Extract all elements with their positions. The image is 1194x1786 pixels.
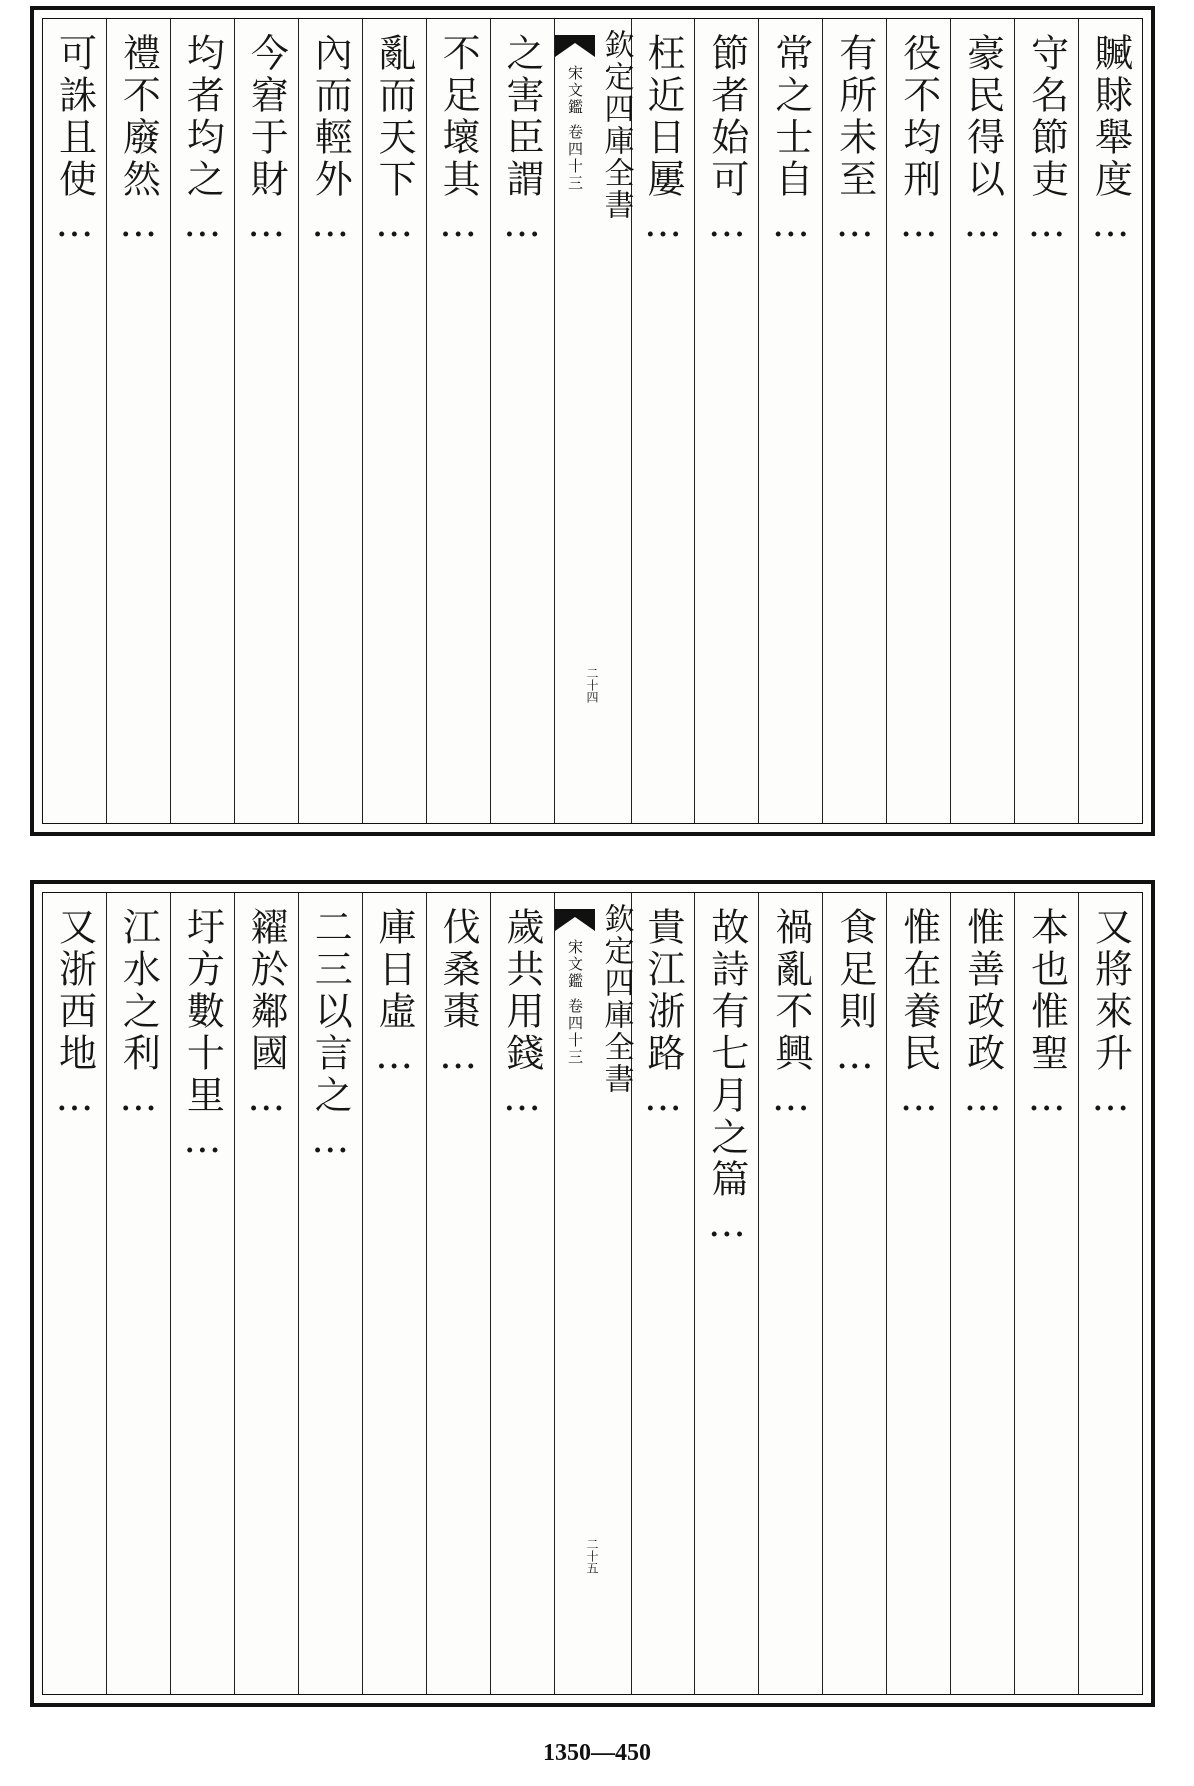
text-column	[234, 19, 298, 823]
text-column	[886, 893, 950, 1694]
column-text: 常之士自…	[768, 33, 813, 249]
text-column	[43, 19, 106, 823]
text-column	[758, 19, 822, 823]
text-column	[1078, 893, 1142, 1694]
column-text: 役不均刑…	[896, 33, 941, 249]
text-column	[490, 893, 554, 1694]
column-text: 禍亂不興…	[768, 907, 813, 1123]
column-text: 江水之利…	[116, 907, 161, 1123]
column-text: 有所未至…	[832, 33, 877, 249]
collection-title: 欽定四庫全書	[598, 29, 634, 221]
juan-label: 卷四十三	[566, 124, 584, 192]
text-column	[170, 893, 234, 1694]
text-column	[170, 19, 234, 823]
column-text: 故詩有七月之篇…	[704, 907, 749, 1249]
text-column	[426, 19, 490, 823]
text-column	[950, 19, 1014, 823]
text-column	[106, 893, 170, 1694]
text-column	[362, 19, 426, 823]
column-text: 貴江浙路…	[640, 907, 685, 1123]
column-text: 食足則…	[832, 907, 877, 1081]
text-column	[490, 19, 554, 823]
column-text: 枉近日屢…	[640, 33, 685, 249]
column-text: 庫日虛…	[372, 907, 417, 1081]
column-text: 贓賕舉度…	[1088, 33, 1133, 249]
column-text: 豪民得以…	[960, 33, 1005, 249]
text-column	[362, 893, 426, 1694]
column-text: 守名節吏…	[1024, 33, 1069, 249]
page-bottom-frame	[42, 892, 1143, 1695]
text-column	[886, 19, 950, 823]
page-number: 1350—450	[543, 1740, 651, 1766]
fishtail-mark-icon	[555, 909, 595, 931]
leaf-number: 二十五	[585, 1538, 599, 1574]
page-top	[30, 6, 1155, 836]
book-title: 宋文鑑	[566, 65, 584, 116]
collection-title: 欽定四庫全書	[598, 903, 634, 1095]
column-text: 內而輕外…	[308, 33, 353, 249]
page-top-frame	[42, 18, 1143, 824]
text-column	[426, 893, 490, 1694]
text-column	[694, 19, 758, 823]
column-text: 節者始可…	[704, 33, 749, 249]
column-text: 伐桑棗…	[436, 907, 481, 1081]
text-column	[1014, 893, 1078, 1694]
column-text: 可誅且使…	[52, 33, 97, 249]
text-column	[234, 893, 298, 1694]
column-text: 均者均之…	[180, 33, 225, 249]
text-column	[1078, 19, 1142, 823]
column-text: 今窘于財…	[244, 33, 289, 249]
juan-label: 卷四十三	[566, 998, 584, 1066]
center-fold	[554, 893, 634, 1694]
column-text: 二三以言之…	[308, 907, 353, 1165]
center-fold	[554, 19, 634, 823]
column-text: 歲共用錢…	[500, 907, 545, 1123]
text-column	[631, 19, 695, 823]
column-text: 糴於鄰國…	[244, 907, 289, 1123]
column-text: 又將來升…	[1088, 907, 1133, 1123]
text-column	[298, 19, 362, 823]
fold-labels	[555, 903, 595, 1694]
column-text: 亂而天下…	[372, 33, 417, 249]
text-column	[758, 893, 822, 1694]
column-text: 惟在養民…	[896, 907, 941, 1123]
text-column	[822, 19, 886, 823]
column-text: 之害臣謂…	[500, 33, 545, 249]
leaf-number: 二十四	[585, 667, 599, 703]
text-column	[631, 893, 695, 1694]
text-column	[298, 893, 362, 1694]
text-column	[106, 19, 170, 823]
column-text: 惟善政政…	[960, 907, 1005, 1123]
column-text: 本也惟聖…	[1024, 907, 1069, 1123]
column-text: 禮不廢然…	[116, 33, 161, 249]
book-title: 宋文鑑	[566, 939, 584, 990]
text-column	[822, 893, 886, 1694]
page-bottom	[30, 880, 1155, 1707]
fold-labels	[555, 29, 595, 823]
text-column	[1014, 19, 1078, 823]
column-text: 不足壞其…	[436, 33, 481, 249]
fishtail-mark-icon	[555, 35, 595, 57]
text-column	[43, 893, 106, 1694]
column-text: 圩方數十里…	[180, 907, 225, 1165]
text-column	[694, 893, 758, 1694]
text-column	[950, 893, 1014, 1694]
column-text: 又浙西地…	[52, 907, 97, 1123]
